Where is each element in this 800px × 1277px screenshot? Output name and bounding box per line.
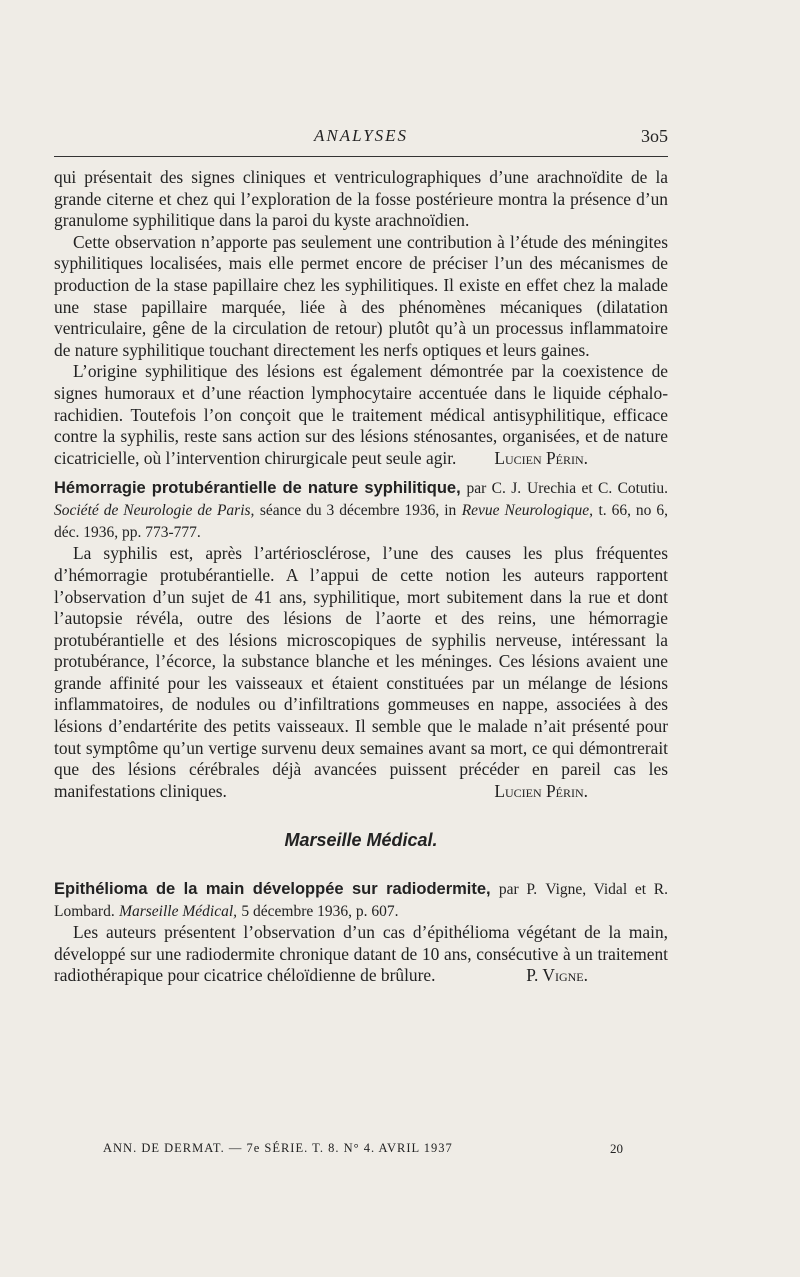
article-journal: Marseille Médical, [119,903,238,921]
signature: P. Vigne. [526,965,588,986]
article-authors: Urechia et C. Cotutiu. [527,480,668,498]
article-by: par C. J. [466,480,522,498]
page-number: 3o5 [641,126,668,146]
article-title: Hémorragie protubérantielle de nature syphilitique, [54,479,461,498]
article-title: Epithélioma de la main développée sur radiodermite, [54,880,491,899]
footer-citation: ANN. DE DERMAT. — 7e SÉRIE. T. 8. N° 4. AVRIL 1937 [103,1141,453,1155]
intro-paragraph-3 [54,361,668,469]
journal-section-heading: Marseille Médical. [284,830,438,851]
page-footer [103,1141,623,1156]
article-heading [54,878,668,922]
running-header [54,124,668,150]
running-title: ANALYSES [313,126,409,145]
article-paragraph [54,543,668,802]
signature: Lucien Périn. [494,780,588,801]
article-journal: Revue Neurologique, [461,502,594,520]
article-by: par P. [498,881,538,899]
signature: Lucien Périn. [494,447,588,468]
article-ref: 5 décembre 1936, p. 607. [241,903,399,921]
article-paragraph-text: Les auteurs présentent l’observation d’un cas d’épithélioma végétant de la main, développé sur une radiodermite chronique datant de 10 ans, consécutive à un traitement radiothérapique pour cicatrice chéloïdienne de brûlure. [54,922,668,986]
footer-number: 20 [610,1141,623,1156]
article-source: Société de Neurologie de Paris, [54,502,255,520]
article-heading [54,477,668,543]
page-body [54,167,668,987]
intro-paragraph-1: qui présentait des signes cliniques et ventriculographiques d’une arachnoïdite de la grande citerne et chez qui l’exploration de la fosse postérieure montra la présence d’un granulome syphilitique dans la paroi du kyste arachnoïdien. [54,167,668,231]
article-volume: t. 66, no 6, déc. 1936, pp. 773-777. [54,502,668,542]
article-authors: Vigne, Vidal et R. Lombard. [54,881,668,921]
article-paragraph-text: La syphilis est, après l’artériosclérose, l’une des causes les plus fréquentes d’hémorragie protubérantielle. A l’appui de cette notion les auteurs rapportent l’observation d’un sujet de 41 ans, syphilitique, mort subitement dans la rue et dont l’autopsie révéla, outre des lésions de l’aorte et des reins, une hémorragie protubérantielle et des lésions microscopiques de syphilis nerveuse, intéressant la protubérance, l’écorce, la substance blanche et les méninges. Ces lésions avaient une grande affinité pour les vaisseaux et étaient constituées par un mélange de lésions inflammatoires, de nodules ou d’infiltrations gommeuses en nappe, associées à des lésions d’endartérite des petits vaisseaux. Il semble que le malade n’ait présenté pour tout symptôme qu’un vertige survenu deux semaines avant sa mort, ce qui démontrerait que des lésions cérébrales déjà avancées puissent précéder en pareil cas les manifestations cliniques. [54,543,668,801]
intro-paragraph-2: Cette observation n’apporte pas seulement une contribution à l’étude des méningites syphilitiques localisées, mais elle permet encore de préciser l’un des mécanismes de production de la stase papillaire chez les syphilitiques. Il existe en effet chez la malade une stase papillaire marquée, liée à des phénomènes mécaniques (dilatation ventriculaire, gêne de la circulation de retour) plutôt qu’à un processus inflammatoire de nature syphilitique touchant directement les nerfs optiques et leurs gaines. [54,231,668,360]
intro-paragraph-3-text: L’origine syphilitique des lésions est également démontrée par la coexistence de signes humoraux et d’une réaction lymphocytaire accentuée dans le liquide céphalo-rachidien. Toutefois l’on conçoit que le traitement médical antisyphilitique, efficace contre la syphilis, reste sans action sur des lésions sténosantes, organisées, et de nature cicatricielle, où l’intervention chirurgicale peut seule agir. [54,361,668,468]
article-session: séance du 3 décembre 1936, in [259,502,457,520]
article-paragraph [54,922,668,987]
header-rule [54,156,668,157]
